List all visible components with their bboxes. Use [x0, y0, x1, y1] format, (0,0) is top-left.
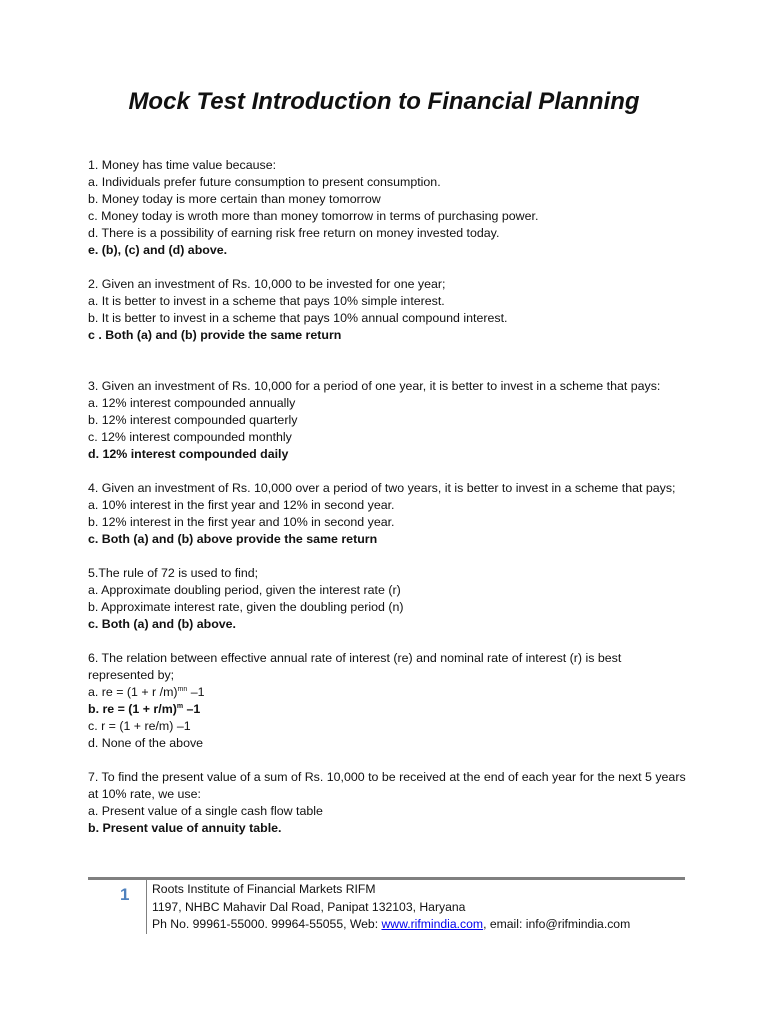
question-stem: 2. Given an investment of Rs. 10,000 to be invested for one year; [88, 277, 446, 291]
option-a: a. Individuals prefer future consumption to present consumption. [88, 175, 441, 189]
formula-base: a. re = (1 + r /m) [88, 685, 178, 699]
option-a: a. Approximate doubling period, given the interest rate (r) [88, 583, 401, 597]
question-stem: 3. Given an investment of Rs. 10,000 for a period of one year, it is better to invest in a scheme that pays: [88, 379, 661, 393]
option-b: b. Money today is more certain than money tomorrow [88, 192, 381, 206]
question-3 [88, 378, 688, 463]
option-a: a. Present value of a single cash flow table [88, 804, 323, 818]
option-b-answer: b. Present value of annuity table. [88, 821, 282, 835]
option-a [88, 684, 688, 701]
page-number: 1 [120, 885, 130, 904]
option-b-answer [88, 701, 688, 718]
formula-base: b. re = (1 + r/m) [88, 702, 177, 716]
question-stem: 5.The rule of 72 is used to find; [88, 566, 259, 580]
question-stem: 1. Money has time value because: [88, 158, 277, 172]
option-c: c. 12% interest compounded monthly [88, 430, 292, 444]
option-b: b. Approximate interest rate, given the doubling period (n) [88, 600, 404, 614]
question-list [88, 157, 688, 854]
option-a: a. It is better to invest in a scheme that pays 10% simple interest. [88, 294, 445, 308]
question-5 [88, 565, 688, 633]
option-b: b. 12% interest in the first year and 10% in second year. [88, 515, 395, 529]
option-e-answer: e. (b), (c) and (d) above. [88, 243, 228, 257]
option-d: d. None of the above [88, 736, 204, 750]
option-a: a. 10% interest in the first year and 12% in second year. [88, 498, 395, 512]
option-d-answer: d. 12% interest compounded daily [88, 447, 289, 461]
question-2 [88, 276, 688, 344]
question-4 [88, 480, 688, 548]
website-link[interactable]: www.rifmindia.com [381, 917, 484, 931]
option-b: b. 12% interest compounded quarterly [88, 413, 298, 427]
footer-divider [146, 880, 147, 934]
footer-contact-line [152, 916, 630, 934]
question-stem: 4. Given an investment of Rs. 10,000 over a period of two years, it is better to invest in a scheme that pays; [88, 481, 676, 495]
question-6 [88, 650, 688, 752]
formula-exponent: m [176, 703, 184, 710]
footer-street-address: 1197, NHBC Mahavir Dal Road, Panipat 132103, Haryana [152, 899, 466, 914]
question-stem: 7. To find the present value of a sum of Rs. 10,000 to be received at the end of each year for the next 5 years at 10% rate, we use: [88, 770, 686, 801]
option-c: c. r = (1 + re/m) –1 [88, 719, 191, 733]
footer-email: , email: info@rifmindia.com [483, 917, 631, 931]
option-b: b. It is better to invest in a scheme that pays 10% annual compound interest. [88, 311, 508, 325]
option-a: a. 12% interest compounded annually [88, 396, 296, 410]
option-d: d. There is a possibility of earning risk free return on money invested today. [88, 226, 500, 240]
option-c-answer: c . Both (a) and (b) provide the same return [88, 328, 342, 342]
footer-institute-name: Roots Institute of Financial Markets RIFM [152, 882, 376, 896]
footer-address [152, 881, 630, 934]
formula-tail: –1 [187, 685, 205, 699]
footer-phone: Ph No. 99961-55000. 99964-55055, Web: [152, 917, 382, 931]
option-c-answer: c. Both (a) and (b) above provide the same return [88, 532, 378, 546]
question-7 [88, 769, 688, 837]
question-stem: 6. The relation between effective annual rate of interest (re) and nominal rate of interest (r) is best represented by; [88, 651, 622, 682]
footer-rule [88, 877, 685, 880]
formula-tail: –1 [183, 702, 201, 716]
formula-exponent: mn [177, 686, 188, 693]
page-title: Mock Test Introduction to Financial Planning [128, 88, 640, 115]
option-c-answer: c. Both (a) and (b) above. [88, 617, 237, 631]
question-1 [88, 157, 688, 259]
option-c: c. Money today is wroth more than money tomorrow in terms of purchasing power. [88, 209, 539, 223]
